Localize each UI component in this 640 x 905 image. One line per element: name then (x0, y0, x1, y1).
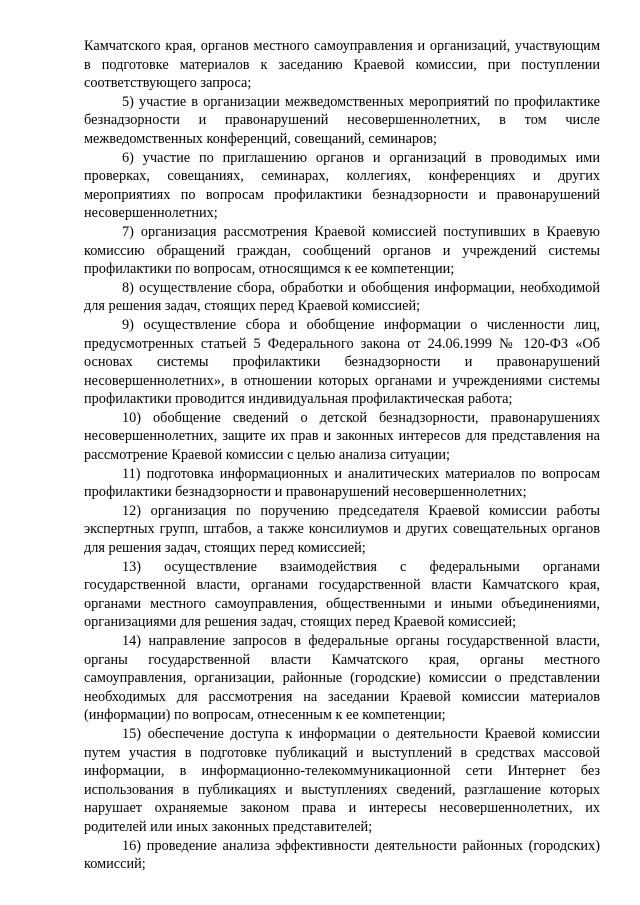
paragraph-item-5: 5) участие в организации межведомственных мероприятий по профилактике безнадзорности и правонарушений несовершеннолетних, в том числе межведомственных конференций, совещаний, семинаров; (84, 93, 600, 147)
paragraph-item-13: 13) осуществление взаимодействия с федеральными органами государственной власти, органами государственной власти Камчатского края, органами местного самоуправления, общественными и иными объединениями, организациями для решения задач, стоящих перед Краевой комиссией; (84, 558, 600, 631)
paragraph-item-11: 11) подготовка информационных и аналитических материалов по вопросам профилактики безнадзорности и правонарушений несовершеннолетних; (84, 465, 600, 501)
paragraph-continuation: Камчатского края, органов местного самоуправления и организаций, участвующим в подготовке материалов к заседанию Краевой комиссии, при поступлении соответствующего запроса; (84, 38, 600, 92)
paragraph-item-8: 8) осуществление сбора, обработки и обобщения информации, необходимой для решения задач, стоящих перед Краевой комиссией; (84, 279, 600, 315)
paragraph-item-12: 12) организация по поручению председателя Краевой комиссии работы экспертных групп, штабов, а также консилиумов и других совещательных органов для решения задач, стоящих перед комиссией; (84, 502, 600, 557)
paragraph-item-15: 15) обеспечение доступа к информации о деятельности Краевой комиссии путем участия в подготовке публикаций и выступлений в средствах массовой информации, в информационно-телекоммуникационной сети Интернет без использования в публикациях и выступлениях сведений, разглашение которых нарушает охраняемые законом права и интересы несовершеннолетних, их родителей или иных законных представителей; (84, 725, 600, 835)
paragraph-item-16: 16) проведение анализа эффективности деятельности районных (городских) комиссий; (84, 837, 600, 873)
paragraph-item-7: 7) организация рассмотрения Краевой комиссией поступивших в Краевую комиссию обращений граждан, сообщений органов и учреждений системы профилактики по вопросам, относящимся к ее компетенции; (84, 223, 600, 278)
document-body (84, 37, 600, 874)
paragraph-item-9: 9) осуществление сбора и обобщение информации о численности лиц, предусмотренных статьей 5 Федерального закона от 24.06.1999 № 120-ФЗ «Об основах системы профилактики безнадзорности и правонарушений несовершеннолетних», в отношении которых органами и учреждениями системы профилактики проводится индивидуальная профилактическая работа; (84, 316, 600, 408)
paragraph-item-6: 6) участие по приглашению органов и организаций в проводимых ими проверках, совещаниях, семинарах, коллегиях, конференциях и других мероприятиях по вопросам профилактики безнадзорности и правонарушений несовершеннолетних; (84, 149, 600, 222)
paragraph-item-10: 10) обобщение сведений о детской безнадзорности, правонарушениях несовершеннолетних, защите их прав и законных интересов для представления на рассмотрение Краевой комиссии с целью анализа ситуации; (84, 409, 600, 464)
paragraph-item-14: 14) направление запросов в федеральные органы государственной власти, органы государственной власти Камчатского края, органы местного самоуправления, организации, районные (городские) комиссии о представлении необходимых для рассмотрения на заседании Краевой комиссии материалов (информации) по вопросам, отнесенным к ее компетенции; (84, 633, 600, 724)
